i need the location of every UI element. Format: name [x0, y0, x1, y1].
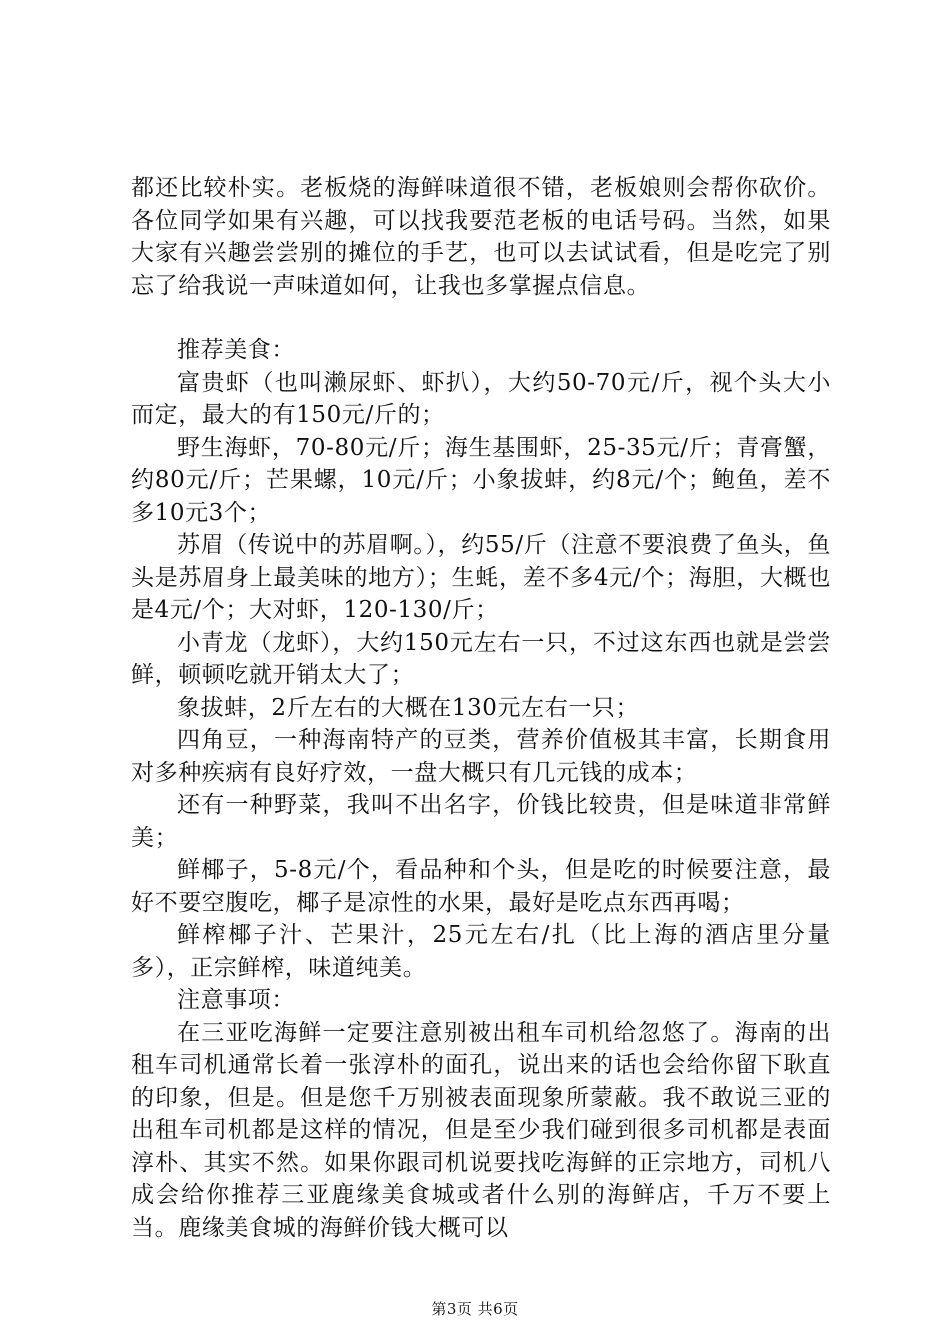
recommend-heading: 推荐美食：	[177, 337, 295, 363]
list-item: 苏眉（传说中的苏眉啊。），约55/斤（注意不要浪费了鱼头，鱼头是苏眉身上最美味的地方）；生蚝，差不多4元/个；海胆，大概也是4元/个；大对虾，120-130/斤；	[131, 532, 831, 623]
list-item: 还有一种野菜，我叫不出名字，价钱比较贵，但是味道非常鲜美；	[131, 792, 831, 851]
list-item: 小青龙（龙虾），大约150元左右一只，不过这东西也就是尝尝鲜，顿顿吃就开销太大了；	[131, 629, 831, 688]
page-number-footer: 第3页 共6页	[431, 1300, 519, 1318]
list-item: 富贵虾（也叫濑尿虾、虾扒），大约50-70元/斤，视个头大小而定，最大的有150元/斤的；	[131, 369, 831, 428]
list-item: 象拔蚌，2斤左右的大概在130元左右一只；	[177, 694, 640, 721]
list-item: 鲜榨椰子汁、芒果汁，25元左右/扎（比上海的酒店里分量多），正宗鲜榨，味道纯美。	[131, 922, 831, 981]
notice-heading: 注意事项：	[177, 987, 295, 1013]
document-body	[131, 172, 831, 1244]
list-item: 四角豆，一种海南特产的豆类，营养价值极其丰富，长期食用对多种疾病有良好疗效，一盘大概只有几元钱的成本；	[131, 727, 831, 786]
intro-paragraph: 都还比较朴实。老板烧的海鲜味道很不错，老板娘则会帮你砍价。各位同学如果有兴趣，可以找我要范老板的电话号码。当然，如果大家有兴趣尝尝别的摊位的手艺，也可以去试试看，但是吃完了别忘了给我说一声味道如何，让我也多掌握点信息。	[131, 175, 831, 299]
list-item: 鲜椰子，5-8元/个，看品种和个头，但是吃的时候要注意，最好不要空腹吃，椰子是凉性的水果，最好是吃点东西再喝；	[131, 857, 831, 916]
notice-paragraph: 在三亚吃海鲜一定要注意别被出租车司机给忽悠了。海南的出租车司机通常长着一张淳朴的面孔，说出来的话也会给你留下耿直的印象，但是。但是您千万别被表面现象所蒙蔽。我不敢说三亚的出租车司机都是这样的情况，但是至少我们碰到很多司机都是表面淳朴、其实不然。如果你跟司机说要找吃海鲜的正宗地方，司机八成会给你推荐三亚鹿缘美食城或者什么别的海鲜店，千万不要上当。鹿缘美食城的海鲜价钱大概可以	[131, 1019, 831, 1241]
list-item: 野生海虾，70-80元/斤；海生基围虾，25-35元/斤；青膏蟹，约80元/斤；芒果螺，10元/斤；小象拔蚌，约8元/个；鲍鱼，差不多10元3个；	[131, 434, 831, 526]
paragraph-spacer	[131, 302, 831, 334]
recommend-list	[131, 367, 831, 985]
